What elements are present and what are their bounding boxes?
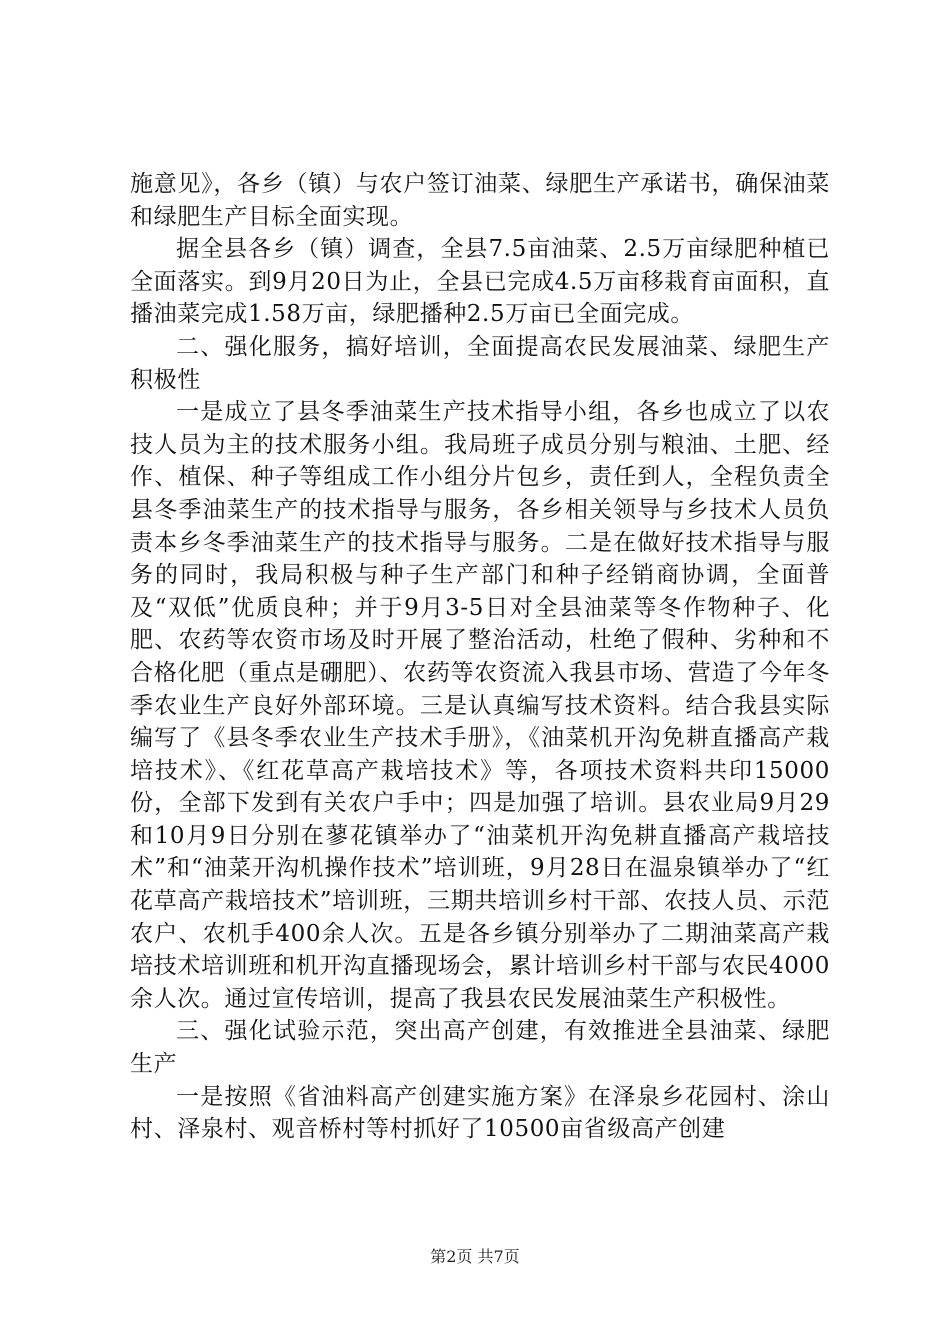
paragraph-continuation: 施意见》，各乡（镇）与农户签订油菜、绿肥生产承诺书，确保油菜和绿肥生产目标全面实现。 bbox=[130, 171, 830, 230]
page-footer: 第2页 共7页 bbox=[430, 1247, 520, 1266]
section-heading-3: 三、强化试验示范，突出高产创建，有效推进全县油菜、绿肥生产 bbox=[130, 1018, 830, 1078]
section-heading-2: 二、强化服务，搞好培训，全面提高农民发展油菜、绿肥生产积极性 bbox=[130, 333, 830, 393]
paragraph-demo: 一是按照《省油料高产创建实施方案》在泽泉乡花园村、涂山村、泽泉村、观音桥村等村抓好了10500亩省级高产创建 bbox=[130, 1083, 830, 1143]
paragraph-survey: 据全县各乡（镇）调查，全县7.5亩油菜、2.5万亩绿肥种植已全面落实。到9月20日为止，全县已完成4.5万亩移栽育亩面积，直播油菜完成1.58万亩，绿肥播种2.5万亩已全面完成。 bbox=[130, 236, 830, 328]
paragraph-service: 一是成立了县冬季油菜生产技术指导小组，各乡也成立了以农技人员为主的技术服务小组。我局班子成员分别与粮油、土肥、经作、植保、种子等组成工作小组分片包乡，责任到人，全程负责全县冬季油菜生产的技术指导与服务，各乡相关领导与乡技术人员负责本乡冬季油菜生产的技术指导与服务。二是在做好技术指导与服务的同时，我局积极与种子生产部门和种子经销商协调，全面普及“双低”优质良种；并于9月3-5日对全县油菜等冬作物种子、化肥、农药等农资市场及时开展了整治活动，杜绝了假种、劣种和不合格化肥（重点是硼肥）、农药等农资流入我县市场、营造了今年冬季农业生产良好外部环境。三是认真编写技术资料。结合我县实际编写了《县冬季农业生产技术手册》，《油菜机开沟免耕直播高产栽培技术》、《红花草高产栽培技术》等，各项技术资料共印15000份，全部下发到有关农户手中；四是加强了培训。县农业局9月29和10月9日分别在蓼花镇举办了“油菜机开沟免耕直播高产栽培技术”和“油菜开沟机操作技术”培训班，9月28日在温泉镇举办了“红花草高产栽培技术”培训班，三期共培训乡村干部、农技人员、示范农户、农机手400余人次。五是各乡镇分别举办了二期油菜高产栽培技术培训班和机开沟直播现场会，累计培训乡村干部与农民4000余人次。通过宣传培训，提高了我县农民发展油菜生产积极性。 bbox=[130, 399, 830, 1012]
document-body bbox=[130, 168, 830, 1146]
